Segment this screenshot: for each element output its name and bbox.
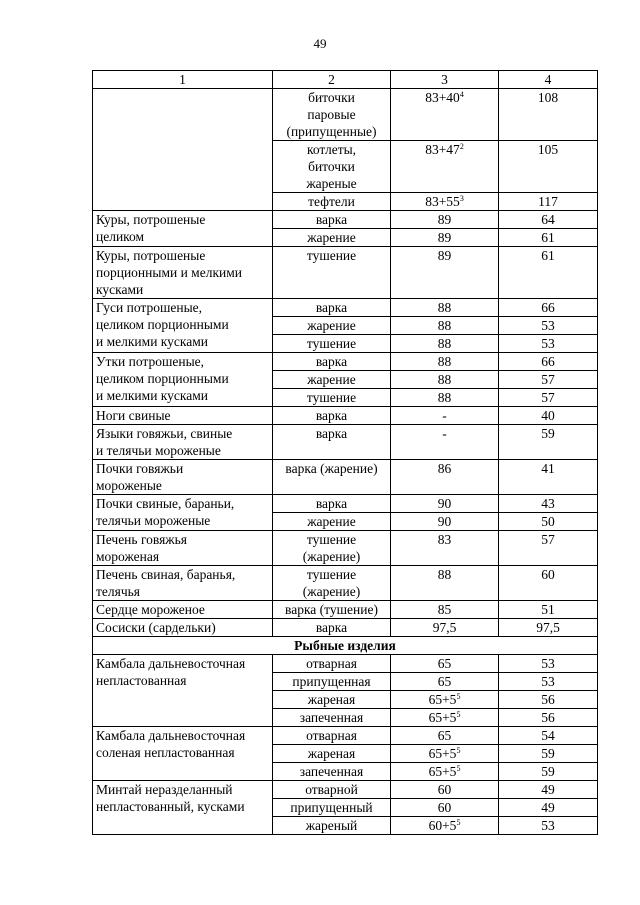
value-col3: $65+5^5$	[391, 691, 499, 709]
table-header-row	[93, 71, 598, 89]
value-col3: -	[391, 407, 499, 425]
value-col4: 41	[499, 460, 598, 495]
table-row	[93, 89, 598, 141]
table-row	[93, 460, 598, 495]
product-name-cell: Утки потрошеные, целиком порционными и мелкими кусками	[93, 353, 273, 407]
product-name-cell: Печень свиная, баранья, телячья	[93, 566, 273, 601]
value-col4: 64	[499, 211, 598, 229]
value-col4: 56	[499, 709, 598, 727]
table-row	[93, 299, 598, 317]
product-name-cell: Куры, потрошеные целиком	[93, 211, 273, 247]
value-col4: 56	[499, 691, 598, 709]
method-cell: тефтели	[273, 193, 391, 211]
method-cell: варка	[273, 619, 391, 637]
product-name-cell: Камбала дальневосточная непластованная	[93, 655, 273, 727]
product-name-cell: Почки говяжьи мороженые	[93, 460, 273, 495]
method-cell: отварной	[273, 781, 391, 799]
section-title: Рыбные изделия	[93, 637, 598, 655]
product-name-cell: Языки говяжьи, свиные и телячьи мороженые	[93, 425, 273, 460]
method-cell: жарение	[273, 317, 391, 335]
table-row	[93, 531, 598, 566]
value-col4: 53	[499, 655, 598, 673]
table-row	[93, 727, 598, 745]
value-col4: 97,5	[499, 619, 598, 637]
method-cell: варка	[273, 425, 391, 460]
method-line: паровые	[307, 107, 356, 122]
nutrition-table	[92, 70, 598, 835]
value-col4: 53	[499, 317, 598, 335]
method-cell: запеченная	[273, 763, 391, 781]
value-col4: 43	[499, 495, 598, 513]
method-cell: жарение	[273, 229, 391, 247]
method-cell	[273, 141, 391, 193]
value-col4: 50	[499, 513, 598, 531]
product-name-cell: Гуси потрошеные, целиком порционными и мелкими кусками	[93, 299, 273, 353]
method-cell: отварная	[273, 655, 391, 673]
table-row	[93, 566, 598, 601]
header-col-1: 1	[93, 71, 273, 89]
table-row	[93, 619, 598, 637]
value-col3: 65	[391, 673, 499, 691]
method-cell: жареный	[273, 817, 391, 835]
method-line: биточки	[308, 159, 355, 174]
value-col3: 88	[391, 389, 499, 407]
value-col3: $65+5^5$	[391, 763, 499, 781]
table-row	[93, 781, 598, 799]
value-col4: 57	[499, 531, 598, 566]
value-col3: 88	[391, 371, 499, 389]
value-col3: $60+5^5$	[391, 817, 499, 835]
table-row	[93, 495, 598, 513]
method-cell: варка	[273, 211, 391, 229]
value-col3: 88	[391, 353, 499, 371]
product-name-cell: Сосиски (сардельки)	[93, 619, 273, 637]
table-row	[93, 407, 598, 425]
method-cell: жарение	[273, 371, 391, 389]
value-col4: 61	[499, 229, 598, 247]
continued-name-cell	[93, 89, 273, 211]
method-cell: отварная	[273, 727, 391, 745]
product-name-cell: Камбала дальневосточная соленая непластованная	[93, 727, 273, 781]
value-col4: 54	[499, 727, 598, 745]
value-col4: 49	[499, 799, 598, 817]
method-cell: варка	[273, 495, 391, 513]
table-row	[93, 601, 598, 619]
value-col4: 66	[499, 353, 598, 371]
method-cell: тушение	[273, 389, 391, 407]
value-col4: 108	[499, 89, 598, 141]
product-name-cell: Куры, потрошеные порционными и мелкими кусками	[93, 247, 273, 299]
value-col4: 53	[499, 335, 598, 353]
table-row	[93, 425, 598, 460]
product-name-cell: Почки свиные, бараньи, телячьи мороженые	[93, 495, 273, 531]
value-col4: 49	[499, 781, 598, 799]
method-cell: жареная	[273, 691, 391, 709]
value-col3: $83+40^4$	[391, 89, 499, 141]
method-line: жареные	[306, 176, 357, 191]
value-col4: 53	[499, 673, 598, 691]
value-col3: $65+5^5$	[391, 709, 499, 727]
method-cell: варка	[273, 299, 391, 317]
value-col3: -	[391, 425, 499, 460]
method-cell: припущенная	[273, 673, 391, 691]
method-cell: варка	[273, 353, 391, 371]
value-col4: 105	[499, 141, 598, 193]
value-col3: 89	[391, 211, 499, 229]
method-cell: жарение	[273, 513, 391, 531]
value-col4: 59	[499, 425, 598, 460]
value-col3: 65	[391, 727, 499, 745]
page-number: 49	[313, 36, 327, 51]
method-cell: тушение	[273, 247, 391, 299]
table-row	[93, 655, 598, 673]
method-cell: варка (жарение)	[273, 460, 391, 495]
value-col4: 57	[499, 371, 598, 389]
value-col4: 57	[499, 389, 598, 407]
value-col3: 89	[391, 229, 499, 247]
table-row	[93, 353, 598, 371]
value-col3: $65+5^5$	[391, 745, 499, 763]
value-col3: 86	[391, 460, 499, 495]
value-col3: 83	[391, 531, 499, 566]
value-col3: $83+55^3$	[391, 193, 499, 211]
value-col3: 88	[391, 335, 499, 353]
method-cell: жареная	[273, 745, 391, 763]
header-col-4: 4	[499, 71, 598, 89]
method-line: котлеты,	[306, 142, 357, 157]
section-header-row	[93, 637, 598, 655]
method-cell: тушение (жарение)	[273, 566, 391, 601]
header-col-3: 3	[391, 71, 499, 89]
method-cell	[273, 89, 391, 141]
method-cell: тушение	[273, 335, 391, 353]
value-col3: 65	[391, 655, 499, 673]
value-col3: 60	[391, 781, 499, 799]
value-col4: 53	[499, 817, 598, 835]
value-col3: 90	[391, 513, 499, 531]
product-name-cell: Ноги свиные	[93, 407, 273, 425]
method-cell: варка (тушение)	[273, 601, 391, 619]
value-col3: 97,5	[391, 619, 499, 637]
value-col4: 51	[499, 601, 598, 619]
product-name-cell: Минтай неразделанный непластованный, кусками	[93, 781, 273, 835]
value-col3: 88	[391, 566, 499, 601]
table-row	[93, 211, 598, 229]
value-col4: 59	[499, 745, 598, 763]
method-line: биточки	[308, 90, 355, 105]
method-cell: запеченная	[273, 709, 391, 727]
value-col4: 117	[499, 193, 598, 211]
method-cell: тушение (жарение)	[273, 531, 391, 566]
method-line: (припущенные)	[286, 124, 377, 139]
value-col4: 60	[499, 566, 598, 601]
value-col3: 89	[391, 247, 499, 299]
value-col3: $83+47^2$	[391, 141, 499, 193]
value-col3: 88	[391, 299, 499, 317]
value-col3: 88	[391, 317, 499, 335]
method-cell: припущенный	[273, 799, 391, 817]
value-col3: 90	[391, 495, 499, 513]
value-col3: 60	[391, 799, 499, 817]
value-col4: 59	[499, 763, 598, 781]
product-name-cell: Сердце мороженое	[93, 601, 273, 619]
header-col-2: 2	[273, 71, 391, 89]
product-name-cell: Печень говяжья мороженая	[93, 531, 273, 566]
value-col3: 85	[391, 601, 499, 619]
table-row	[93, 247, 598, 299]
method-cell: варка	[273, 407, 391, 425]
value-col4: 66	[499, 299, 598, 317]
value-col4: 61	[499, 247, 598, 299]
value-col4: 40	[499, 407, 598, 425]
